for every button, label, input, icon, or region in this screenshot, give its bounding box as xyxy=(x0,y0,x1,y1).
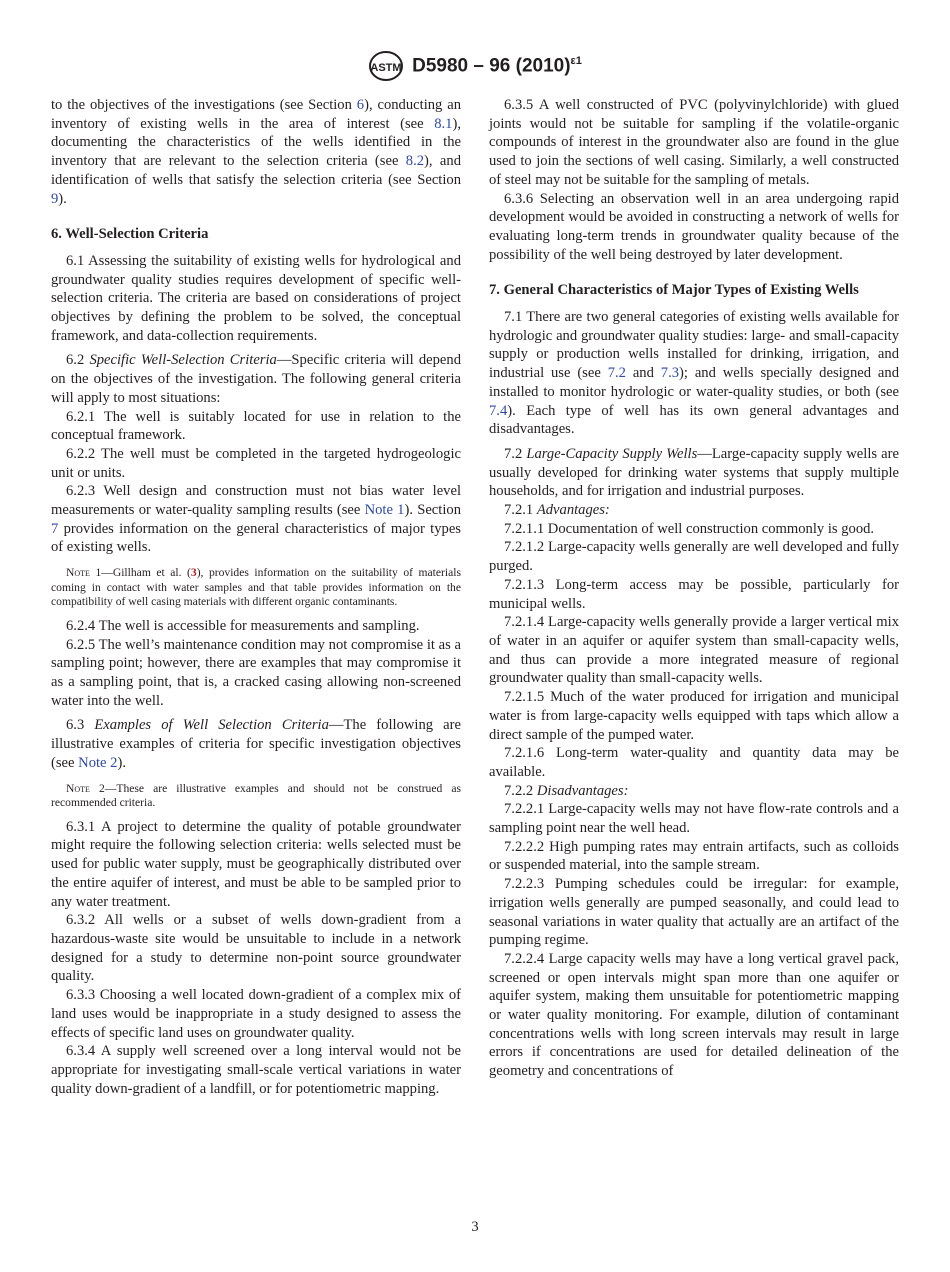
paragraph xyxy=(489,520,899,539)
text-run: ). Each type of well has its own general advantages and disadvantages. xyxy=(489,402,899,438)
paragraph xyxy=(489,538,899,575)
text-run: Advantages: xyxy=(536,502,610,519)
left-column xyxy=(51,96,461,1098)
cross-reference-link[interactable]: 7.3 xyxy=(660,365,680,382)
designation-text: D5980 – 96 (2010) xyxy=(412,55,571,77)
paragraph xyxy=(51,408,461,445)
text-run: 7.2.1.1 Documentation of well construction commonly is good. xyxy=(504,520,875,537)
text-run: ), documenting the characteristics of the wells identified in the inventory that are relevant to the selection criteria (see xyxy=(51,115,461,170)
paragraph xyxy=(489,875,899,950)
cross-reference-link[interactable]: 9 xyxy=(51,190,59,207)
text-run: 7.2.1.2 Large-capacity wells generally are well developed and fully purged. xyxy=(489,539,899,575)
text-run: 6.2.4 The well is accessible for measurements and sampling. xyxy=(66,617,420,634)
paragraph xyxy=(51,351,461,407)
paragraph xyxy=(489,190,899,265)
cross-reference-link[interactable]: 7.4 xyxy=(489,402,508,419)
section-heading xyxy=(489,281,899,300)
text-run: 7.2.1.4 Large-capacity wells generally provide a larger vertical mix of water in an aquifer or aquifer system than small-capacity wells, and thus can provide a more integrated measure of regional groundwater quality than small-capacity wells. xyxy=(489,614,899,687)
text-run: 6. Well-Selection Criteria xyxy=(51,226,209,243)
paragraph xyxy=(51,252,461,346)
document-designation xyxy=(412,55,582,77)
section-heading xyxy=(51,225,461,244)
text-run: 6.3.4 A supply well screened over a long interval would not be appropriate for investigating small-scale vertical variations in water quality down-gradient of a landfill, or for potentiometric mapping. xyxy=(51,1043,461,1097)
paragraph xyxy=(489,744,899,781)
text-run: 6.3 xyxy=(66,717,95,734)
text-run: 6.3.3 Choosing a well located down-gradient of a complex mix of land uses would be inappropriate in a study designed to assess the effects of specific land uses on groundwater quality. xyxy=(51,987,461,1041)
paragraph xyxy=(489,688,899,744)
text-run: 6.2.2 The well must be completed in the targeted hydrogeologic unit or units. xyxy=(51,445,461,481)
text-run: 7.2.1.5 Much of the water produced for irrigation and municipal water is from large-capacity wells equipped with taps which allow a direct sample of the pumped water. xyxy=(489,689,899,743)
text-run: 6.2.5 The well’s maintenance condition may not compromise it as a sampling point; however, there are examples that may compromise it as a sampling point, that is, a cracked casing allowing non-screened water into the well. xyxy=(51,636,461,709)
text-run: 1—Gillham et al. ( xyxy=(89,566,191,580)
text-run: ). Section xyxy=(404,502,461,519)
epsilon-superscript: ε1 xyxy=(570,54,582,67)
paragraph xyxy=(489,576,899,613)
note-paragraph xyxy=(51,566,461,610)
text-run: Large-Capacity Supply Wells xyxy=(526,445,698,462)
paragraph xyxy=(51,911,461,986)
paragraph xyxy=(489,308,899,439)
paragraph xyxy=(489,501,899,520)
cross-reference-link[interactable]: 8.1 xyxy=(434,115,453,132)
text-run: 6.2.3 Well design and construction must not bias water level measurements or water-quality sampling results (see xyxy=(51,483,461,519)
paragraph xyxy=(489,800,899,837)
text-run: 6.3.2 All wells or a subset of wells down-gradient from a hazardous-waste site would be unsuitable to include in a network designed for a study to determine non-point source groundwater quality. xyxy=(51,912,461,985)
paragraph xyxy=(51,636,461,711)
text-run: Disadvantages: xyxy=(536,782,629,799)
cross-reference-link[interactable]: 7.2 xyxy=(607,365,626,382)
text-run: Note xyxy=(66,781,90,795)
text-run: 2—These are illustrative examples and should not be construed as recommended criteria. xyxy=(51,781,461,810)
paragraph xyxy=(51,1042,461,1098)
cross-reference-link[interactable]: 8.2 xyxy=(405,153,425,170)
page-number: 3 xyxy=(471,1219,479,1235)
text-run: 6.3.5 A well constructed of PVC (polyvinylchloride) with glued joints would not be suitable for sampling if the volatile-organic compounds of interest in the groundwater also are found in the glue used to join the sections of well casing. Similarly, a well constructed of steel may not be suitable for the sampling of metals. xyxy=(489,97,899,188)
text-run: and xyxy=(625,365,661,382)
text-run: 7.2.1.3 Long-term access may be possible, particularly for municipal wells. xyxy=(489,576,899,612)
paragraph xyxy=(51,96,461,208)
page-header xyxy=(0,50,950,86)
text-run: ), and identification of wells that satisfy the selection criteria (see Section xyxy=(51,153,461,188)
text-run: ); and wells specially designed and installed to monitor hydrologic or water-quality studies, or both (see xyxy=(489,365,899,400)
paragraph xyxy=(51,482,461,557)
text-run: 7.2 xyxy=(504,445,527,462)
astm-logo-icon xyxy=(368,50,404,82)
paragraph xyxy=(51,445,461,482)
paragraph xyxy=(51,986,461,1042)
text-run: 7.2.2.4 Large capacity wells may have a long vertical gravel pack, screened or open intervals might span more than one aquifer or aquifer system, making them unsuitable for potentiometric mapping or water quality monitoring. For example, dilution of contaminant concentrations wells with long screen intervals may result in large errors if concentrations are used for detailed delineation of the geometry and concentrations of xyxy=(489,950,899,1080)
text-run: ). xyxy=(58,190,67,207)
text-run: 7.2.1 xyxy=(504,502,537,519)
paragraph xyxy=(51,617,461,636)
text-run: 7.2.1.6 Long-term water-quality and quantity data may be available. xyxy=(489,745,899,780)
paragraph xyxy=(489,838,899,875)
text-run: ). xyxy=(117,754,126,771)
cross-reference-link[interactable]: Note 2 xyxy=(78,754,118,771)
text-run: —The following are illustrative examples of criteria for specific investigation objectives (see xyxy=(51,717,461,771)
text-run: provides information on the general characteristics of major types of existing wells. xyxy=(51,520,461,556)
cross-reference-link[interactable]: 7 xyxy=(51,520,59,537)
svg-text:ASTM: ASTM xyxy=(370,62,402,74)
text-run: —Specific criteria will depend on the objectives of the investigation. The following general criteria will apply to most situations: xyxy=(51,352,461,406)
text-run: 7.2.2.2 High pumping rates may entrain artifacts, such as colloids or suspended material, into the sample stream. xyxy=(489,838,899,874)
text-run: Examples of Well Selection Criteria xyxy=(94,717,329,734)
text-run: 7. General Characteristics of Major Types of Existing Wells xyxy=(489,282,859,299)
text-run: ), provides information on the suitability of materials coming in contact with water samples and that table provides information on the compatibility of well casing materials with different organic contaminants. xyxy=(51,566,461,609)
paragraph xyxy=(51,716,461,772)
text-run: to the objectives of the investigations (see Section xyxy=(51,97,357,113)
text-run: 7.2.2.1 Large-capacity wells may not have flow-rate controls and a sampling point near the well head. xyxy=(489,801,899,837)
paragraph xyxy=(489,950,899,1081)
text-run: 6.1 Assessing the suitability of existing wells for hydrological and groundwater quality studies requires development of specific well-selection criteria. The criteria are based on considerations of project objectives by defining the problem to be solved, the conceptual framework, and data-collection requirements. xyxy=(51,252,461,344)
reference-link[interactable]: 3 xyxy=(190,566,197,580)
cross-reference-link[interactable]: 6 xyxy=(356,97,365,113)
text-run: Specific Well-Selection Criteria xyxy=(89,352,277,369)
text-run: 7.2.2 xyxy=(504,782,537,799)
right-column xyxy=(489,96,899,1081)
paragraph xyxy=(489,445,899,501)
text-run: 7.1 There are two general categories of existing wells available for hydrologic and groundwater quality studies: large- and small-capacity supply or production wells installed for drinking, irrigation, and industrial use (see xyxy=(489,309,899,382)
note-paragraph xyxy=(51,782,461,811)
text-run: Note xyxy=(66,566,90,580)
text-run: 6.2.1 The well is suitably located for use in relation to the conceptual framework. xyxy=(51,408,461,444)
cross-reference-link[interactable]: Note 1 xyxy=(364,502,405,519)
text-run: —Large-capacity supply wells are usually developed for drinking water systems that supply multiple households, and for irrigation and industrial purposes. xyxy=(489,445,899,500)
text-run: 6.3.6 Selecting an observation well in an area undergoing rapid development would be avoided in constructing a network of wells for evaluating long-term trends in groundwater quality because of the possibility of the well being destroyed by later development. xyxy=(489,190,899,263)
text-run: 7.2.2.3 Pumping schedules could be irregular: for example, irrigation wells generally are pumped seasonally, and could lead to seasonal variations in water quality that actually are an artifact of the pumping regime. xyxy=(489,876,899,949)
paragraph xyxy=(489,613,899,688)
text-run: 6.3.1 A project to determine the quality of potable groundwater might require the following selection criteria: wells selected must be used for public water supply, must be geographically distributed over the entire aquifer of interest, and must be able to be sampled prior to any water treatment. xyxy=(51,818,461,910)
text-run: 6.2 xyxy=(66,352,90,369)
paragraph xyxy=(51,818,461,912)
text-run: ), conducting an inventory of existing wells in the area of interest (see xyxy=(51,97,461,132)
paragraph xyxy=(489,782,899,801)
paragraph xyxy=(489,96,899,190)
